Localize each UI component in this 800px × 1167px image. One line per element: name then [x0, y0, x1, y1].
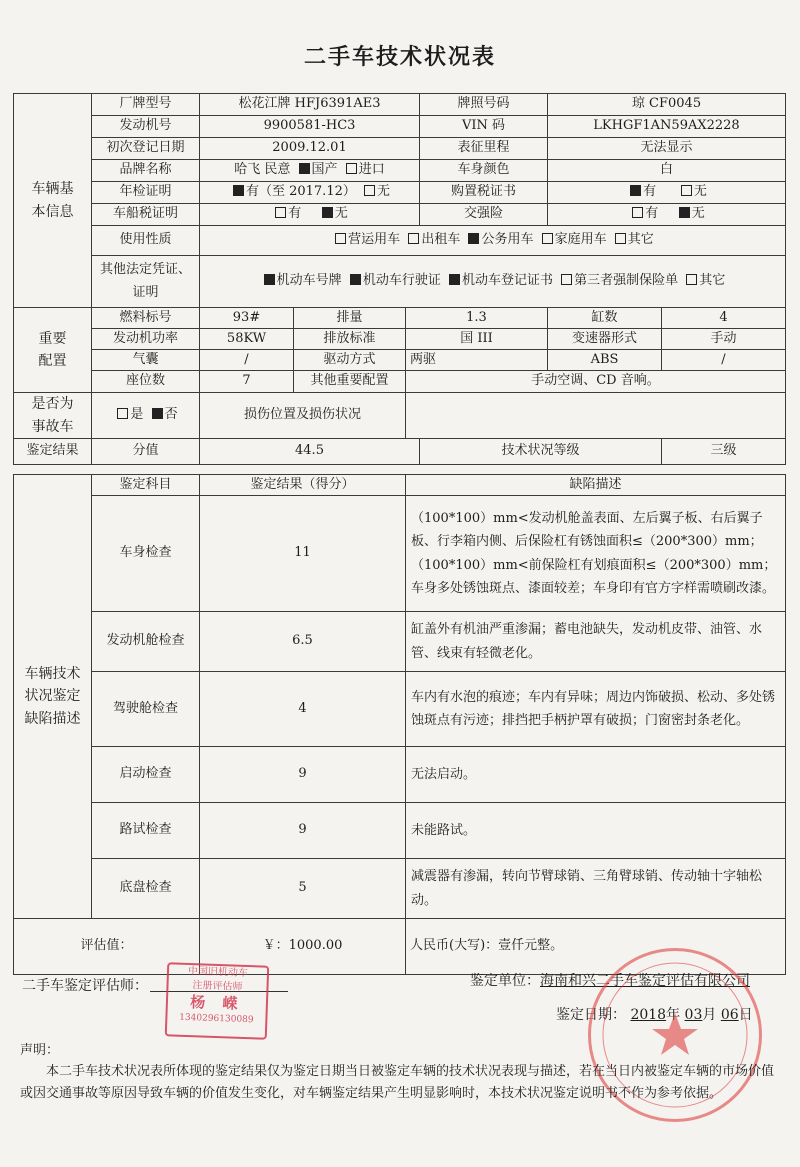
- notes-label: 声明：: [20, 1043, 60, 1058]
- first-reg-label: 初次登记日期: [92, 138, 200, 160]
- score-value: 44.5: [200, 439, 420, 465]
- assessor-stamp: 中国旧机动车 注册评估师 杨 嵘 1340296130089: [165, 962, 270, 1040]
- color-value: 白: [548, 160, 786, 182]
- desc-road: 未能路试。: [406, 803, 786, 859]
- score-label: 分值: [92, 439, 200, 465]
- airbag-label: 气囊: [92, 350, 200, 371]
- table-row: [14, 672, 786, 747]
- vessel-tax-label: 车船税证明: [92, 204, 200, 226]
- grade-value: 三级: [662, 439, 786, 465]
- item-engine: 发动机舱检查: [92, 612, 200, 672]
- valuation-upper-value: 壹仟元整。: [498, 938, 564, 954]
- vin-label: VIN 码: [420, 116, 548, 138]
- notes: [20, 1040, 780, 1104]
- compulsory-ins-value: 有 无: [548, 204, 786, 226]
- airbag-value: /: [200, 350, 294, 371]
- gearbox-label: 变速器形式: [548, 329, 662, 350]
- brand-name: 哈飞 民意: [234, 162, 291, 178]
- cylinders-value: 4: [662, 308, 786, 329]
- plate-value: 琼 CF0045: [548, 94, 786, 116]
- fuel-label: 燃料标号: [92, 308, 200, 329]
- seats-label: 座位数: [92, 371, 200, 393]
- brand-name-value: [200, 160, 420, 182]
- compulsory-ins-label: 交强险: [420, 204, 548, 226]
- usage-label: 使用性质: [92, 226, 200, 256]
- valuation-amount: ￥：1000.00: [200, 919, 406, 975]
- score-engine: 6.5: [200, 612, 406, 672]
- brand-model-label: 厂牌型号: [92, 94, 200, 116]
- checked-box-icon: [679, 207, 690, 218]
- table-row: [14, 859, 786, 919]
- vehicle-info-table: [13, 93, 786, 465]
- notes-text: 本二手车技术状况表所体现的鉴定结果仅为鉴定日期当日被鉴定车辆的技术状况表现与描述，若在当日内被鉴定车辆的市场价值或因交通事故等原因导致车辆的价值发生变化，对车辆鉴定结果产生明显影响时，本技术状况鉴定说明书不作为参考依据。: [20, 1064, 775, 1101]
- inspection-table: [13, 474, 786, 975]
- empty-box-icon: [542, 233, 553, 244]
- drive-value: 两驱: [406, 350, 548, 371]
- table-row: [14, 496, 786, 612]
- power-label: 发动机功率: [92, 329, 200, 350]
- accident-label: 是否为事故车: [14, 393, 92, 439]
- item-start: 启动检查: [92, 747, 200, 803]
- empty-box-icon: [615, 233, 626, 244]
- empty-box-icon: [632, 207, 643, 218]
- date-line: 鉴定日期： 2018年 03月 06日: [556, 1007, 753, 1023]
- table-row: [14, 612, 786, 672]
- empty-box-icon: [408, 233, 419, 244]
- docs-label: 其他法定凭证、证明: [92, 256, 200, 308]
- checked-box-icon: [630, 185, 641, 196]
- checked-box-icon: [322, 207, 333, 218]
- col-desc-header: 缺陷描述: [406, 475, 786, 496]
- power-value: 58KW: [200, 329, 294, 350]
- vessel-tax-value: 有 无: [200, 204, 420, 226]
- col-item-header: 鉴定科目: [92, 475, 200, 496]
- emission-label: 排放标准: [294, 329, 406, 350]
- purchase-tax-value: 有 无: [548, 182, 786, 204]
- page-title: 二手车技术状况表: [303, 44, 496, 70]
- date-label: 鉴定日期：: [556, 1007, 626, 1023]
- score-road: 9: [200, 803, 406, 859]
- empty-box-icon: [364, 185, 375, 196]
- unit-label: 鉴定单位：: [470, 973, 540, 989]
- score-body: 11: [200, 496, 406, 612]
- vin-value: LKHGF1AN59AX2228: [548, 116, 786, 138]
- inspection-cert-value: 有（至 2017.12） 无: [200, 182, 420, 204]
- empty-box-icon: [561, 274, 572, 285]
- purchase-tax-label: 购置税证书: [420, 182, 548, 204]
- seats-value: 7: [200, 371, 294, 393]
- assessor-label: 二手车鉴定评估师：: [22, 978, 148, 994]
- desc-engine: 缸盖外有机油严重渗漏；蓄电池缺失，发动机皮带、油管、水管、线束有轻微老化。: [406, 612, 786, 672]
- checked-box-icon: [299, 163, 310, 174]
- checked-box-icon: [264, 274, 275, 285]
- empty-box-icon: [275, 207, 286, 218]
- other-config-label: 其他重要配置: [294, 371, 406, 393]
- origin-domestic: 国产: [295, 162, 338, 177]
- desc-chassis: 减震器有渗漏，转向节臂球销、三角臂球销、传动轴十字轴松动。: [406, 859, 786, 919]
- inspection-section-label: 车辆技术状况鉴定缺陷描述: [14, 475, 92, 919]
- empty-box-icon: [117, 408, 128, 419]
- checked-box-icon: [152, 408, 163, 419]
- checked-box-icon: [233, 185, 244, 196]
- checked-box-icon: [449, 274, 460, 285]
- table-row: [14, 747, 786, 803]
- mileage-value: 无法显示: [548, 138, 786, 160]
- accident-options: 是 否: [92, 393, 200, 439]
- basic-section-label: 车辆基本信息: [14, 94, 92, 308]
- desc-body: （100*100）mm<发动机舱盖表面、左后翼子板、右后翼子板、行李箱内侧、后保险杠有锈蚀面积≤（200*300）mm；（100*100）mm<前保险杠有划痕面积≤（200*300）mm；车身多处锈蚀斑点、漆面较差；车身印有官方字样需喷刷改漆。: [406, 496, 786, 612]
- result-label: 鉴定结果: [14, 439, 92, 465]
- damage-label: 损伤位置及损伤状况: [200, 393, 406, 439]
- empty-box-icon: [346, 163, 357, 174]
- brand-model-value: 松花江牌 HFJ6391AE3: [200, 94, 420, 116]
- origin-import: 进口: [342, 162, 385, 177]
- item-cabin: 驾驶舱检查: [92, 672, 200, 747]
- item-road: 路试检查: [92, 803, 200, 859]
- inspection-cert-label: 年检证明: [92, 182, 200, 204]
- displacement-value: 1.3: [406, 308, 548, 329]
- mileage-label: 表征里程: [420, 138, 548, 160]
- grade-label: 技术状况等级: [420, 439, 662, 465]
- usage-options: 营运用车 出租车 公务用车 家庭用车 其它: [200, 226, 786, 256]
- color-label: 车身颜色: [420, 160, 548, 182]
- damage-value: [406, 393, 786, 439]
- abs-label: ABS: [548, 350, 662, 371]
- valuation-label: 评估值：: [14, 919, 200, 975]
- first-reg-value: 2009.12.01: [200, 138, 420, 160]
- valuation-upper-label: 人民币(大写)：: [410, 938, 499, 954]
- score-chassis: 5: [200, 859, 406, 919]
- plate-label: 牌照号码: [420, 94, 548, 116]
- engine-no-label: 发动机号: [92, 116, 200, 138]
- checked-box-icon: [468, 233, 479, 244]
- fuel-value: 93#: [200, 308, 294, 329]
- cylinders-label: 缸数: [548, 308, 662, 329]
- other-config-value: 手动空调、CD 音响。: [406, 371, 786, 393]
- emission-value: 国 III: [406, 329, 548, 350]
- item-chassis: 底盘检查: [92, 859, 200, 919]
- score-start: 9: [200, 747, 406, 803]
- config-section-label: 重要配置: [14, 308, 92, 393]
- checked-box-icon: [350, 274, 361, 285]
- desc-cabin: 车内有水泡的痕迹；车内有异味；周边内饰破损、松动、多处锈蚀斑点有污迹；排挡把手柄护罩有破损；门窗密封条老化。: [406, 672, 786, 747]
- empty-box-icon: [335, 233, 346, 244]
- engine-no-value: 9900581-HC3: [200, 116, 420, 138]
- score-cabin: 4: [200, 672, 406, 747]
- empty-box-icon: [686, 274, 697, 285]
- displacement-label: 排量: [294, 308, 406, 329]
- drive-label: 驱动方式: [294, 350, 406, 371]
- brand-name-label: 品牌名称: [92, 160, 200, 182]
- table-row: [14, 803, 786, 859]
- docs-options: 机动车号牌 机动车行驶证 机动车登记证书 第三者强制保险单 其它: [200, 256, 786, 308]
- item-body: 车身检查: [92, 496, 200, 612]
- col-score-header: 鉴定结果（得分）: [200, 475, 406, 496]
- gearbox-value: 手动: [662, 329, 786, 350]
- desc-start: 无法启动。: [406, 747, 786, 803]
- abs-value: /: [662, 350, 786, 371]
- unit-value: 海南和兴二手车鉴定评估有限公司: [540, 973, 750, 989]
- empty-box-icon: [681, 185, 692, 196]
